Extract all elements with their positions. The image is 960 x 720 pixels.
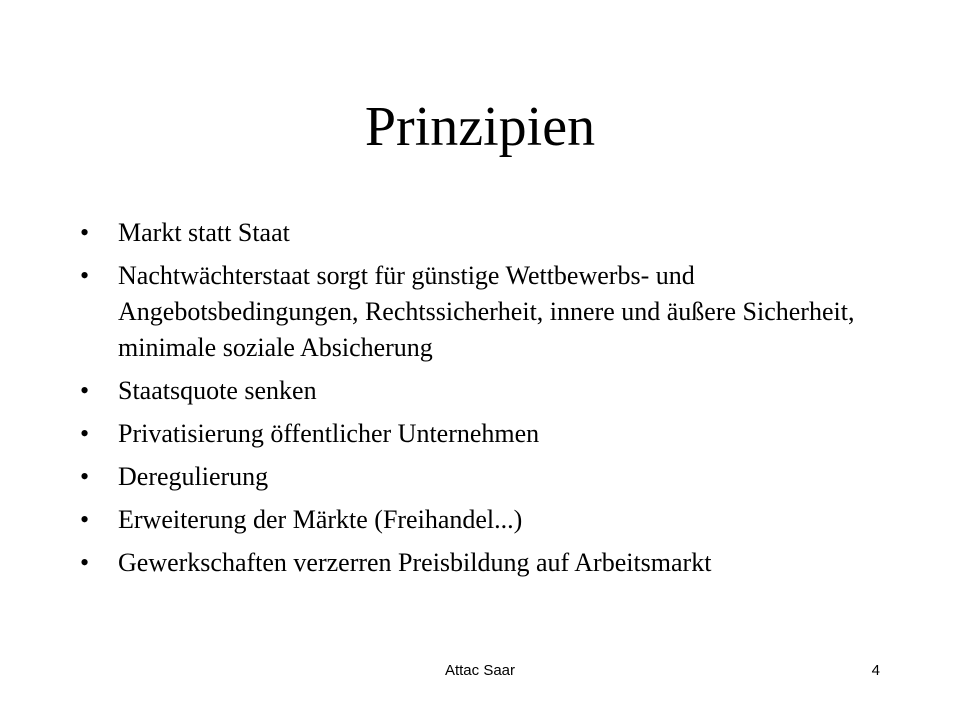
bullet-text: Erweiterung der Märkte (Freihandel...) — [118, 505, 523, 534]
bullet-item — [78, 502, 898, 538]
slide-title: Prinzipien — [364, 96, 596, 158]
bullet-icon: • — [80, 462, 90, 491]
bullet-item — [78, 258, 898, 366]
bullet-icon: • — [80, 548, 90, 577]
bullet-icon: • — [80, 261, 90, 290]
bullet-text: Deregulierung — [118, 462, 269, 491]
bullet-text: Gewerkschaften verzerren Preisbildung auf Arbeitsmarkt — [118, 548, 712, 577]
footer-text: Attac Saar — [444, 662, 516, 679]
bullet-item — [78, 215, 898, 251]
bullet-text: Markt statt Staat — [118, 218, 290, 247]
bullet-text: Privatisierung öffentlicher Unternehmen — [118, 419, 540, 448]
bullet-icon: • — [80, 218, 90, 247]
bullet-item — [78, 459, 898, 495]
bullet-icon: • — [80, 419, 90, 448]
bullet-icon: • — [80, 505, 90, 534]
bullet-text: Nachtwächterstaat sorgt für günstige Wettbewerbs- und Angebotsbedingungen, Rechtssicherheit, innere und äußere Sicherheit, minimale soziale Absicherung — [118, 261, 855, 362]
bullet-icon: • — [80, 376, 90, 405]
page-number: 4 — [871, 662, 880, 679]
bullet-item — [78, 545, 898, 581]
bullet-list — [78, 215, 898, 588]
bullet-item — [78, 373, 898, 409]
bullet-item — [78, 416, 898, 452]
bullet-text: Staatsquote senken — [118, 376, 317, 405]
